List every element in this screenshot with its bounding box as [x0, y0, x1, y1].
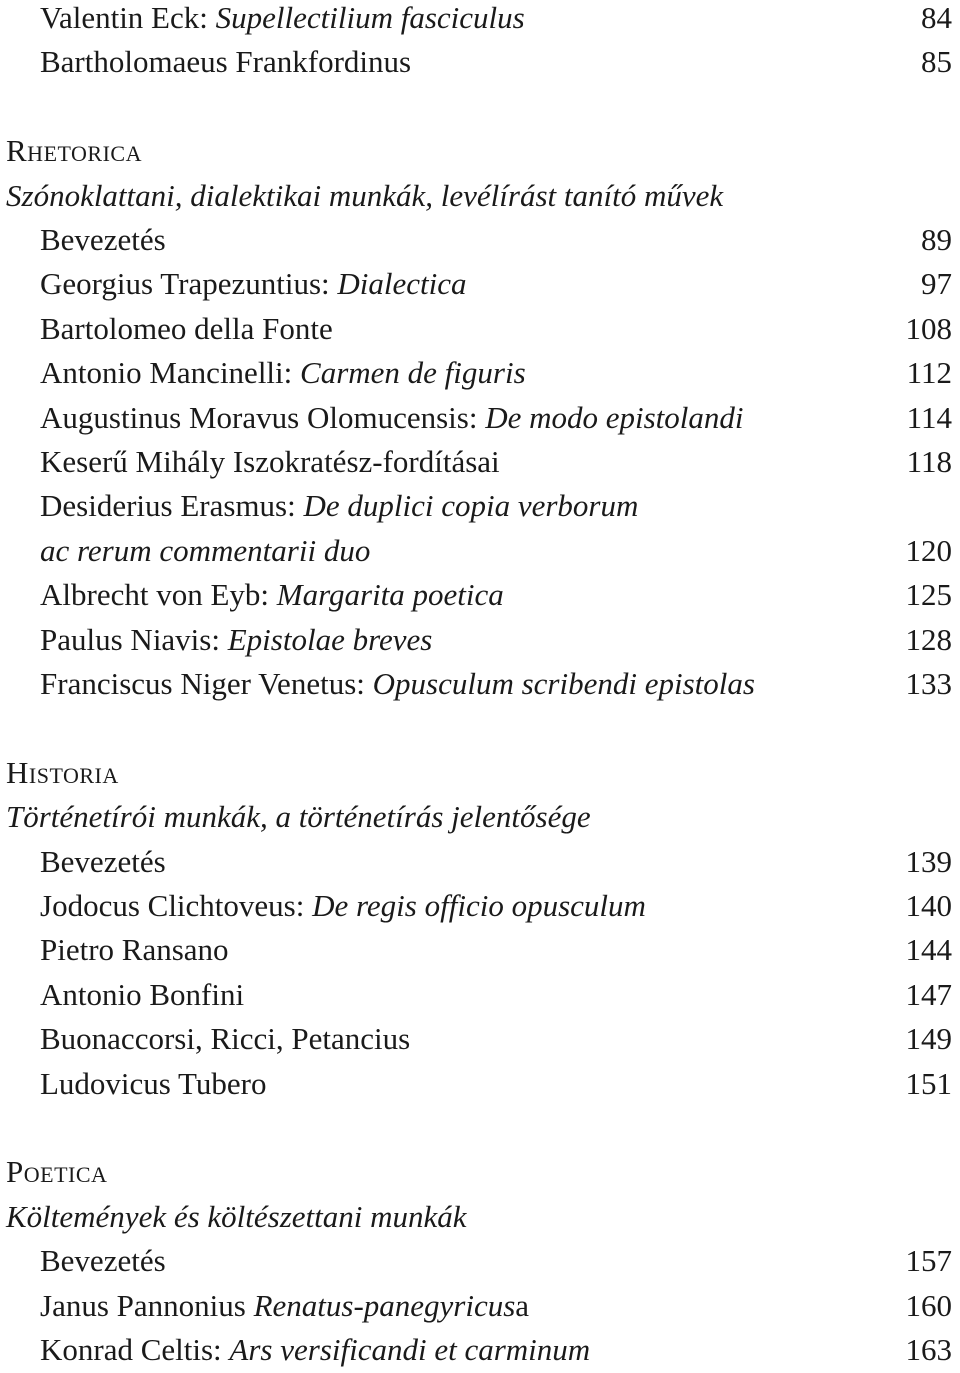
entry-text — [40, 1239, 166, 1283]
toc-entry — [0, 973, 960, 1017]
section-subtitle: Költemények és költészettani munkák — [6, 1198, 467, 1234]
page-number: 118 — [906, 444, 952, 479]
page-number: 147 — [905, 976, 952, 1012]
entry-text — [40, 1328, 590, 1372]
entry-title: Renatus-panegyricus — [253, 1287, 516, 1323]
entry-text — [40, 573, 504, 617]
page-number: 114 — [906, 399, 952, 435]
toc-entry — [0, 928, 960, 972]
section-heading-line — [0, 1150, 960, 1194]
toc-entry — [0, 307, 960, 351]
page-number: 139 — [905, 843, 952, 879]
entry-text — [40, 351, 526, 395]
entry-author: Keserű Mihály Iszokratész-fordításai — [40, 444, 500, 479]
entry-text — [40, 529, 370, 573]
toc-entry — [0, 1062, 960, 1106]
toc-entry — [0, 662, 960, 706]
entry-author: Buonaccorsi, Ricci, Petancius — [40, 1021, 411, 1057]
toc-entry — [0, 1284, 960, 1328]
page-number: 120 — [905, 532, 952, 568]
entry-author: Antonio Mancinelli: — [40, 355, 301, 391]
entry-title: De duplici copia verborum — [303, 488, 639, 524]
entry-text — [40, 1017, 410, 1061]
entry-title: Supellectilium fasciculus — [215, 0, 525, 35]
entry-author: Augustinus Moravus Olomucensis: — [40, 399, 486, 435]
entry-title: Carmen de figuris — [300, 355, 526, 391]
entry-title: De modo epistolandi — [485, 399, 744, 435]
entry-author: Bartolomeo della Fonte — [40, 310, 333, 346]
section-heading-line — [0, 129, 960, 173]
entry-author: Bartholomaeus Frankfordinus — [40, 44, 412, 80]
toc-entry — [0, 840, 960, 884]
section-heading-line — [0, 751, 960, 795]
section-subtitle-line — [0, 1195, 960, 1239]
entry-text — [40, 262, 467, 306]
entry-author: Bevezetés — [40, 222, 166, 257]
toc-entry — [0, 484, 960, 528]
entry-author: Pietro Ransano — [40, 932, 229, 968]
page-number: 133 — [905, 666, 952, 701]
entry-author: Konrad Celtis: — [40, 1332, 230, 1367]
section-heading: Rhetorica — [6, 133, 142, 169]
page-number: 149 — [905, 1021, 952, 1057]
toc-entry — [0, 1239, 960, 1283]
section-subtitle-line — [0, 795, 960, 839]
entry-author: Desiderius Erasmus: — [40, 488, 304, 524]
entry-author: Ludovicus Tubero — [40, 1065, 267, 1101]
entry-title: De regis officio opusculum — [312, 888, 646, 923]
page-number: 144 — [905, 932, 952, 968]
page-number: 151 — [905, 1065, 952, 1101]
toc-entry — [0, 529, 960, 573]
toc-entry — [0, 0, 960, 40]
page-number: 89 — [921, 222, 952, 257]
entry-author: Paulus Niavis: — [40, 621, 228, 657]
page-number: 108 — [905, 310, 952, 346]
entry-author: Bevezetés — [40, 1243, 166, 1279]
section-heading: Historia — [6, 754, 119, 790]
entry-title: Epistolae breves — [227, 621, 433, 657]
page-number: 128 — [905, 621, 952, 657]
toc-entry — [0, 1017, 960, 1061]
section-subtitle: Szónoklattani, dialektikai munkák, levélírást tanító művek — [6, 177, 724, 213]
entry-text — [40, 928, 229, 972]
entry-text — [40, 618, 432, 662]
toc-entry — [0, 884, 960, 928]
entry-text — [40, 840, 166, 884]
entry-text — [40, 662, 755, 706]
page-number: 85 — [921, 44, 952, 80]
toc-entry — [0, 40, 960, 84]
entry-author: Bevezetés — [40, 843, 166, 879]
entry-text — [40, 884, 646, 928]
page-number: 157 — [905, 1243, 952, 1279]
toc-entry — [0, 618, 960, 662]
toc-entry — [0, 262, 960, 306]
toc-entry — [0, 440, 960, 484]
entry-author: Jodocus Clichtoveus: — [40, 888, 313, 923]
entry-title-suffix: a — [515, 1287, 530, 1323]
entry-text — [40, 484, 638, 528]
entry-text — [40, 396, 744, 440]
entry-author: Antonio Bonfini — [40, 976, 245, 1012]
entry-title: Dialectica — [337, 266, 467, 302]
toc-entry — [0, 1328, 960, 1372]
entry-text — [40, 1062, 267, 1106]
toc-entry — [0, 351, 960, 395]
entry-author: Franciscus Niger Venetus: — [40, 666, 373, 701]
entry-text — [40, 218, 166, 262]
entry-author: Georgius Trapezuntius: — [40, 266, 338, 302]
page-number: 160 — [905, 1287, 952, 1323]
page-number: 125 — [905, 577, 952, 613]
entry-text — [40, 40, 411, 84]
entry-text — [40, 1284, 529, 1328]
entry-title: Ars versificandi et carminum — [229, 1332, 591, 1367]
page-number: 140 — [905, 888, 952, 923]
entry-text — [40, 440, 500, 484]
entry-title: Opusculum scribendi epistolas — [372, 666, 755, 701]
entry-author: Janus Pannonius — [40, 1287, 254, 1323]
toc-entry — [0, 573, 960, 617]
toc-entry — [0, 218, 960, 262]
entry-text — [40, 0, 525, 40]
section-subtitle-line — [0, 174, 960, 218]
page-number: 163 — [905, 1332, 952, 1367]
page-number: 112 — [906, 355, 952, 391]
entry-author: Albrecht von Eyb: — [40, 577, 277, 613]
entry-title: Margarita poetica — [276, 577, 504, 613]
section-heading: Poetica — [6, 1154, 108, 1190]
page-number: 84 — [921, 0, 952, 35]
page-number: 97 — [921, 266, 952, 302]
section-subtitle: Történetírói munkák, a történetírás jelentősége — [6, 799, 591, 835]
entry-text — [40, 307, 333, 351]
toc-entry — [0, 396, 960, 440]
entry-author: Valentin Eck: — [40, 0, 216, 35]
entry-text — [40, 973, 244, 1017]
entry-title: ac rerum commentarii duo — [40, 532, 371, 568]
